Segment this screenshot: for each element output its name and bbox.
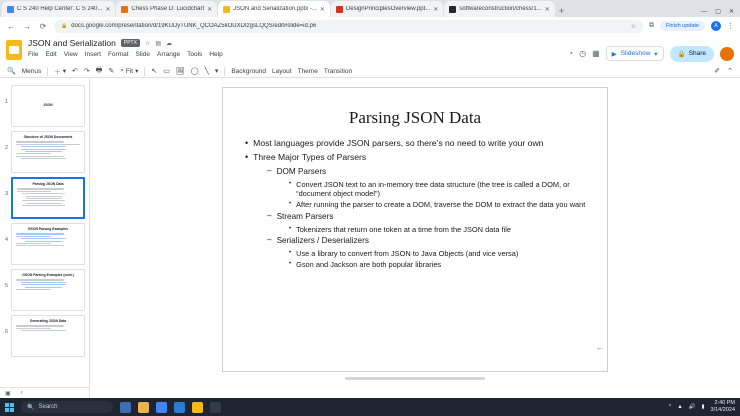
thumbnail-line	[21, 282, 66, 283]
thumbnail-line	[25, 287, 62, 288]
system-tray	[669, 400, 735, 413]
thumbnail-line	[22, 193, 65, 194]
list-item[interactable]	[0, 267, 89, 313]
slide-thumbnail-selected[interactable]	[11, 177, 85, 219]
present-options-icon[interactable]: ▦	[592, 49, 600, 58]
battery-icon[interactable]: ▮	[701, 404, 705, 410]
thumbnail-line	[16, 289, 51, 290]
browser-tab-active[interactable]	[218, 1, 330, 17]
thumbnail-line	[21, 149, 66, 150]
menus-toggle-label[interactable]: Menus	[21, 67, 42, 75]
browser-tab[interactable]	[331, 1, 443, 17]
menu-format[interactable]: Format	[107, 51, 129, 58]
browser-tab[interactable]	[2, 1, 115, 17]
menu-bar	[28, 51, 568, 58]
share-label: Share	[688, 50, 706, 57]
bullet-text: Use a library to convert from JSON to Java Objects (and vice versa)	[296, 249, 519, 259]
paint-format-icon[interactable]: ✎	[108, 68, 115, 75]
bookmark-star-icon[interactable]: ☆	[630, 23, 636, 30]
volume-icon[interactable]: 🔊	[688, 404, 696, 410]
menu-arrange[interactable]: Arrange	[157, 51, 181, 58]
tab-label: C S 240 Help Center: C S 240...	[17, 6, 103, 12]
chrome-icon[interactable]	[156, 402, 167, 413]
list-item-selected[interactable]	[0, 175, 89, 221]
windows-start-icon[interactable]	[5, 403, 14, 412]
thumbnail-line	[26, 203, 62, 204]
header-actions	[568, 38, 734, 65]
thumbnail-line	[22, 200, 65, 201]
plus-icon: ＋	[54, 68, 61, 76]
menu-tools[interactable]: Tools	[187, 51, 203, 58]
thumbnail-line	[16, 328, 51, 329]
list-item[interactable]	[0, 221, 89, 267]
line-icon[interactable]: ╲	[204, 68, 209, 75]
thumbnail-line	[16, 236, 51, 237]
bullet-dash-icon: –	[267, 165, 272, 175]
thumbnail-title: GSON Parsing Examples (cont.)	[22, 273, 74, 277]
thumbnail-line	[16, 325, 64, 326]
bullet-dot-icon: •	[289, 261, 292, 267]
tab-favicon-icon	[223, 6, 230, 13]
bullet-level3	[289, 180, 589, 200]
thumbnail-title: Generating JSON Data	[29, 319, 67, 323]
bullet-dot-icon: •	[289, 201, 292, 208]
undo-icon[interactable]: ↶	[72, 68, 78, 75]
thumbnail-line	[21, 330, 66, 331]
bullet-dash-icon: –	[267, 235, 272, 245]
bullet-text: Serializers / Deserializers	[276, 236, 369, 246]
select-icon[interactable]: ↖	[151, 68, 158, 75]
tab-favicon-icon	[7, 6, 14, 13]
tab-label: softwareconstruction/chess/1...	[459, 6, 542, 12]
horizontal-scrollbar[interactable]	[345, 377, 485, 380]
bullet-dot-icon: •	[289, 250, 292, 257]
thumbnail-line	[26, 196, 62, 197]
app-header	[0, 35, 740, 65]
menu-insert[interactable]: Insert	[84, 51, 101, 58]
thumbnail-line	[16, 144, 80, 145]
thumbnail-line	[16, 245, 64, 246]
file-explorer-icon[interactable]	[138, 402, 149, 413]
bullet-text: Gson and Jackson are both popular libraries	[296, 260, 442, 269]
menu-file[interactable]: File	[28, 51, 39, 58]
bullet-dash-icon: –	[267, 210, 272, 220]
slideshow-label: Slideshow	[620, 50, 651, 57]
workspace	[0, 78, 740, 398]
list-item[interactable]	[0, 313, 89, 359]
thumbnail-line	[17, 188, 64, 189]
zoom-control[interactable]	[120, 67, 138, 75]
slide-number: 2	[4, 145, 9, 151]
toolbar-divider	[144, 67, 145, 76]
google-slides-app	[0, 35, 740, 398]
hide-toolbar-icon[interactable]: ⌃	[727, 68, 733, 75]
url-text: docs.google.com/presentation/d/19KUDyTUNK_QCOAZ5kOUXDIzgsLQQS/edit#slide=id.p6	[71, 23, 317, 29]
add-slide-icon[interactable]: ▣	[5, 390, 11, 397]
filmstrip-footer	[0, 387, 89, 398]
menu-edit[interactable]: Edit	[45, 51, 57, 58]
bullet-level3	[289, 249, 589, 259]
chevron-down-icon[interactable]: ▾	[654, 50, 658, 58]
current-slide[interactable]	[222, 87, 608, 372]
thumbnail-line	[26, 198, 62, 199]
slide-number: 4	[4, 237, 9, 243]
thumbnail-line	[17, 191, 51, 192]
slides-toolbar	[0, 65, 740, 78]
tab-label: Chess Phase D: Lucidchart	[131, 6, 205, 12]
zoom-label: Fit	[125, 67, 134, 75]
thumbnail-line	[21, 146, 66, 147]
print-icon[interactable]: 🖶	[95, 66, 103, 74]
lock-icon: 🔒	[677, 50, 686, 58]
slide-thumbnail[interactable]	[11, 223, 85, 265]
bullet-level3	[289, 225, 589, 235]
menu-slide[interactable]: Slide	[135, 51, 150, 58]
background-button[interactable]: Background	[231, 67, 267, 75]
thumbnail-title: Parsing JSON Data	[32, 182, 64, 186]
bullet-level2	[267, 212, 589, 223]
star-icon[interactable]: ☆	[144, 40, 151, 47]
thumbnail-line	[16, 233, 64, 234]
bullet-level1	[245, 138, 589, 149]
new-slide-button[interactable]	[54, 67, 66, 76]
slide-number: 5	[4, 283, 9, 289]
browser-tab[interactable]	[116, 1, 217, 17]
url-input[interactable]	[54, 20, 643, 33]
minimize-icon[interactable]: —	[701, 8, 708, 15]
search-input[interactable]	[21, 401, 113, 413]
slides-icon[interactable]	[192, 402, 203, 413]
bullet-text: Three Major Types of Parsers	[253, 152, 367, 163]
document-title[interactable]: JSON and Serialization	[28, 38, 116, 48]
thumbnail-line	[16, 156, 64, 157]
list-item[interactable]	[0, 129, 89, 175]
maximize-icon[interactable]: ▢	[715, 9, 721, 15]
secure-lock-icon: 🔒	[61, 23, 68, 29]
redo-icon[interactable]: ↷	[83, 68, 90, 75]
file-format-badge: PPTX	[121, 39, 140, 47]
clock-time: 2:40 PM	[714, 400, 735, 407]
browser-menu-icon[interactable]: ⋮	[727, 23, 734, 30]
chevron-left-icon[interactable]: ‹	[20, 390, 23, 396]
comment-history-icon[interactable]: ◔	[568, 49, 574, 58]
layout-button[interactable]: Layout	[272, 67, 292, 75]
back-icon[interactable]: ←	[7, 21, 15, 31]
finish-update-button[interactable]: Finish update	[660, 21, 705, 31]
bullet-text: Stream Parsers	[276, 211, 334, 221]
slide-filmstrip[interactable]	[0, 78, 90, 398]
slides-logo-icon	[6, 40, 22, 60]
list-item[interactable]	[0, 83, 89, 129]
terminal-icon[interactable]	[210, 402, 221, 413]
new-tab-icon[interactable]: +	[558, 6, 564, 16]
image-icon[interactable]: 🖼	[175, 68, 185, 75]
thumbnail-line	[21, 284, 66, 285]
close-icon[interactable]: ✕	[319, 6, 325, 13]
thumbnail-line	[22, 205, 65, 206]
filmstrip-scroll[interactable]	[0, 83, 89, 387]
slide-thumbnail[interactable]	[11, 85, 85, 127]
resize-handle-icon[interactable]: ⌐	[597, 344, 602, 353]
show-hidden-icon[interactable]: ^	[668, 404, 672, 410]
browser-tab[interactable]	[444, 1, 554, 17]
close-icon[interactable]: ✕	[544, 6, 550, 13]
menu-help[interactable]: Help	[209, 51, 223, 58]
bullet-dot-icon: •	[245, 138, 249, 148]
chevron-down-icon: ▾	[62, 68, 66, 75]
bullet-level2	[267, 167, 589, 178]
slide-thumbnail[interactable]	[11, 269, 85, 311]
slide-body[interactable]	[241, 138, 589, 270]
clock-date: 3/14/2024	[710, 407, 735, 413]
bullet-text: Tokenizers that return one token at a time from the JSON data file	[296, 224, 511, 234]
toolbar-right	[714, 67, 733, 75]
bullet-level3	[289, 200, 589, 210]
chevron-down-icon[interactable]: ▾	[214, 68, 219, 75]
bullet-text: DOM Parsers	[276, 166, 327, 176]
move-to-folder-icon[interactable]: ▤	[155, 40, 162, 47]
bullet-text: Most languages provide JSON parsers, so there’s no need to write your own	[253, 138, 544, 148]
toolbar-divider	[224, 67, 225, 76]
thumbnail-title: GSON Parsing Examples	[27, 227, 69, 231]
thumbnail-line	[21, 158, 66, 159]
cloud-status-icon[interactable]: ☁	[166, 40, 173, 47]
bullet-text: After running the parser to create a DOM, traverse the DOM to extract the data you want	[296, 200, 586, 210]
slide-canvas-area[interactable]	[90, 78, 740, 398]
bullet-level1	[245, 152, 589, 163]
task-view-icon[interactable]	[120, 402, 131, 413]
theme-button[interactable]: Theme	[297, 67, 318, 75]
thumbnail-line	[16, 153, 51, 154]
tab-favicon-icon	[121, 6, 128, 13]
thumbnail-line	[16, 279, 64, 280]
bullet-level2	[267, 236, 589, 247]
thumbnail-line	[16, 141, 64, 142]
transition-button[interactable]: Transition	[323, 67, 353, 75]
search-placeholder: Search	[38, 404, 58, 410]
clock[interactable]	[711, 400, 735, 413]
slideshow-button[interactable]	[606, 46, 664, 61]
slide-thumbnail[interactable]	[11, 131, 85, 173]
toolbar-divider	[47, 67, 48, 76]
editing-mode-icon[interactable]: ✐	[714, 68, 721, 75]
close-icon[interactable]: ✕	[207, 6, 213, 13]
menu-view[interactable]: View	[63, 51, 78, 58]
bullet-dot-icon: •	[289, 180, 292, 187]
version-history-icon[interactable]: ◷	[579, 49, 587, 58]
reload-icon[interactable]: ⟳	[39, 21, 47, 31]
bullet-level3	[289, 260, 589, 270]
thumbnail-line	[25, 151, 62, 152]
tab-label: JSON and Serialization.pptx -...	[233, 6, 317, 12]
thumbnail-line	[25, 241, 62, 242]
tab-favicon-icon	[336, 6, 343, 13]
share-button[interactable]	[670, 46, 714, 62]
extensions-icon[interactable]: ⧉	[648, 22, 654, 29]
user-avatar[interactable]	[720, 47, 734, 61]
bullet-text: Convert JSON text to an in-memory tree data structure (the tree is called a DOM, or “document object model”)	[296, 179, 570, 199]
zoom-icon: ⌕	[120, 67, 124, 74]
title-block	[28, 38, 568, 65]
textbox-icon[interactable]: ▭	[163, 68, 170, 75]
close-icon[interactable]: ✕	[433, 6, 439, 13]
thumbnail-line	[21, 238, 66, 239]
search-icon[interactable]: 🔍	[7, 68, 16, 75]
thumbnail-title: JSON	[43, 103, 53, 107]
close-icon[interactable]: ✕	[105, 6, 111, 13]
network-icon[interactable]: ▲	[677, 404, 683, 410]
bullet-dot-icon: •	[289, 225, 292, 232]
close-window-icon[interactable]: ✕	[728, 9, 734, 15]
shape-icon[interactable]: ◯	[190, 68, 199, 75]
search-icon: 🔍	[27, 404, 35, 411]
slide-title[interactable]: Parsing JSON Data	[348, 108, 482, 127]
bullet-dot-icon: •	[245, 152, 249, 163]
windows-taskbar	[0, 398, 740, 416]
address-bar	[0, 17, 740, 35]
thumbnail-line	[16, 243, 51, 244]
slide-number: 1	[4, 99, 9, 105]
profile-avatar[interactable]: A	[711, 21, 721, 31]
tab-label: DesignPrinciplesOverview.ppt...	[345, 6, 431, 12]
forward-icon[interactable]: →	[23, 21, 31, 31]
browser-actions	[649, 21, 734, 31]
vscode-icon[interactable]	[174, 402, 185, 413]
tab-favicon-icon	[449, 6, 456, 13]
slide-number: 3	[4, 191, 9, 197]
tab-strip	[0, 0, 740, 17]
slide-number: 6	[4, 329, 9, 335]
window-controls	[701, 8, 740, 17]
play-icon: ▶	[611, 50, 617, 58]
thumbnail-title: Structure of JSON Documents	[23, 135, 73, 139]
slide-thumbnail[interactable]	[11, 315, 85, 357]
chevron-down-icon: ▾	[135, 68, 139, 75]
